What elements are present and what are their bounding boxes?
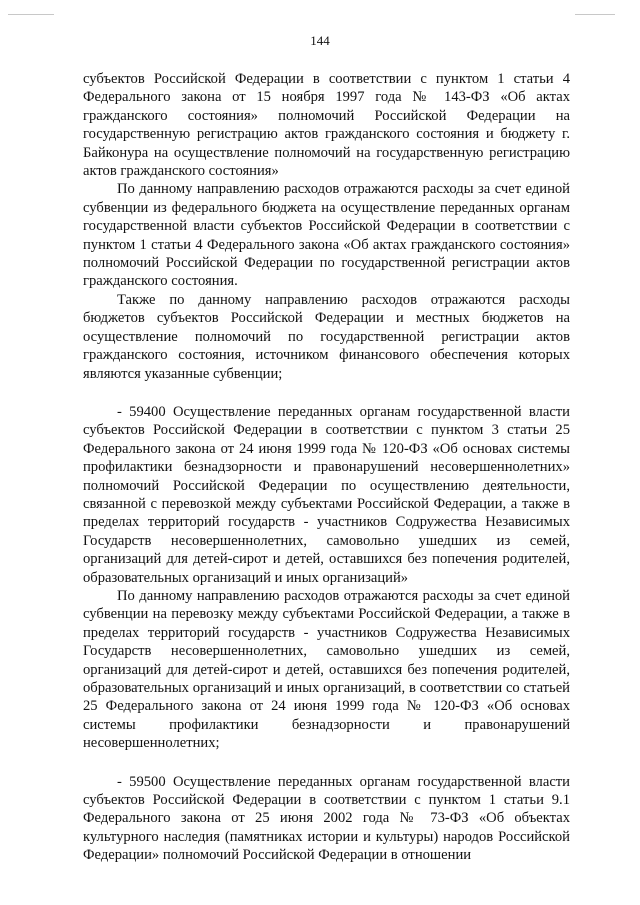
scan-artifact-right	[575, 14, 615, 15]
paragraph-gap	[83, 383, 570, 403]
scan-artifact-left	[8, 14, 54, 15]
paragraph-item-59400-description: По данному направлению расходов отражаются расходы за счет единой субвенции на перевозку между субъектами Российской Федерации, а также в пределах территорий государств - участников Содружества Независимых Государств несовершеннолетних, самовольно ушедших из семей, организаций для детей-сирот и детей, оставшихся без попечения родителей, образовательных организаций и иных организаций, в соответствии со статьей 25 Федерального закона от 24 июня 1999 года № 120-ФЗ «Об основах системы профилактики безнадзорности и правонарушений несовершеннолетних;	[83, 587, 570, 752]
paragraph-expenses-subvention: По данному направлению расходов отражаются расходы за счет единой субвенции из федерального бюджета на осуществление переданных органам государственной власти субъектов Российской Федерации в соответствии с пунктом 1 статьи 4 Федерального закона «Об актах гражданского состояния» полномочий Российской Федерации по государственной регистрации актов гражданского состояния.	[83, 181, 570, 290]
paragraph-gap	[83, 753, 570, 773]
document-body	[83, 70, 570, 865]
paragraph-item-59400: - 59400 Осуществление переданных органам государственной власти субъектов Российской Федерации в соответствии с пунктом 3 статьи 25 Федерального закона от 24 июня 1999 года № 120-ФЗ «Об основах системы профилактики безнадзорности и правонарушений несовершеннолетних» полномочий Российской Федерации по осуществлению деятельности, связанной с перевозкой между субъектами Российской Федерации, а также в пределах территорий государств - участников Содружества Независимых Государств несовершеннолетних, самовольно ушедших из семей, организаций для детей-сирот и детей, оставшихся без попечения родителей, образовательных организаций и иных организаций»	[83, 403, 570, 586]
paragraph-continuation: субъектов Российской Федерации в соответствии с пунктом 1 статьи 4 Федерального закона от 15 ноября 1997 года № 143-ФЗ «Об актах гражданского состояния» полномочий Российской Федерации на государственную регистрацию актов гражданского состояния и бюджету г. Байконура на осуществление полномочий на государственную регистрацию актов гражданского состояния»	[83, 71, 570, 180]
page-number: 144	[310, 33, 330, 48]
paragraph-expenses-budgets: Также по данному направлению расходов отражаются расходы бюджетов субъектов Российской Федерации и местных бюджетов на осуществление полномочий по государственной регистрации актов гражданского состояния, источником финансового обеспечения которых являются указанные субвенции;	[83, 291, 570, 382]
paragraph-item-59500: - 59500 Осуществление переданных органам государственной власти субъектов Российской Федерации в соответствии с пунктом 1 статьи 9.1 Федерального закона от 25 июня 2002 года № 73-ФЗ «Об объектах культурного наследия (памятниках истории и культуры) народов Российской Федерации» полномочий Российской Федерации в отношении	[83, 773, 570, 864]
